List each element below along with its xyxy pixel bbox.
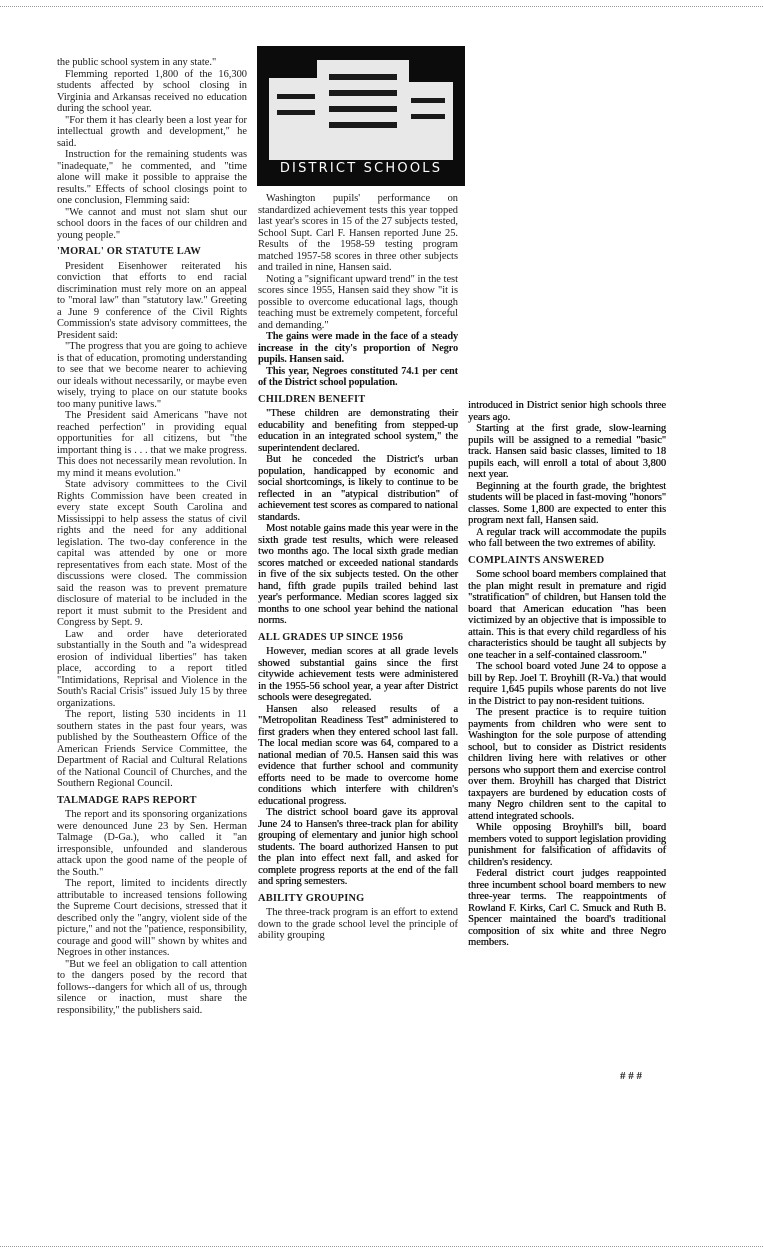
paragraph: "We cannot and must not slam shut our school doors in the faces of our children and young people."	[57, 206, 247, 241]
paragraph: Hansen also released results of a "Metropolitan Readiness Test" administered to first graders when they entered school last fall. The local median score was 64, compared to a national median of 70.5. Hansen said this was evidence that further school and community efforts need to be made to overcome home conditions which interfere with children's educational progress.	[258, 703, 458, 807]
bottom-perforation	[0, 1246, 763, 1247]
window-row	[277, 94, 315, 99]
section-heading: ALL GRADES UP SINCE 1956	[258, 631, 404, 643]
window-row	[277, 110, 315, 115]
paragraph: The district school board gave its approval June 24 to Hansen's three-track plan for ability grouping of elementary and junior high school students. The board authorized Hansen to put the plan into effect next fall, and asked for complete progress reports at the end of the fall and spring semesters.	[258, 807, 458, 887]
building-right-wing	[403, 82, 453, 160]
section-heading: COMPLAINTS ANSWERED	[468, 554, 605, 566]
paragraph: The report, limited to incidents directly attributable to increased tensions following the Supreme Court decisions, stressed that it described only the "angry, violent side of the picture," and not the "patience, responsibility, courage and good will" shown by whites and Negroes in other instances.	[57, 878, 247, 958]
paragraph: Beginning at the fourth grade, the brightest students will be placed in fast-moving "honors" classes. Some 1,800 are expected to enter this program next fall, Hansen said.	[468, 480, 666, 526]
window-row	[329, 122, 397, 128]
paragraph: However, median scores at all grade levels showed substantial gains since the first citywide achievement tests were administered in the 1955-56 school year, a year after District schools were desegregated.	[258, 646, 458, 703]
window-row	[329, 74, 397, 80]
end-mark: # # #	[620, 1070, 642, 1082]
paragraph: Starting at the first grade, slow-learning pupils will be assigned to a remedial "basic" track. Hansen said basic classes, limited to 18 pupils each, will enroll a total of about 3,800 next year.	[468, 423, 666, 480]
window-row	[329, 90, 397, 96]
paragraph: The school board voted June 24 to oppose a bill by Rep. Joel T. Broyhill (R-Va.) that would require 1,645 pupils whose parents do not live in the District to pay non-resident tuitions.	[468, 661, 666, 707]
paragraph: State advisory committees to the Civil Rights Commission have been created in every state except South Carolina and Mississippi to help assess the status of civil rights and the need for any additional legislation. The two-day conference in the capital was attended by one or more representatives from each state. Most of the discussions were closed. The commission said the reason was to prevent premature disclosure of material to be included in the report it must submit to the President and Congress by Sept. 9.	[57, 479, 247, 628]
paragraph: "For them it has clearly been a lost year for intellectual growth and development," he said.	[57, 114, 247, 149]
column-left	[57, 57, 247, 1016]
window-row	[411, 114, 445, 119]
paragraph: Law and order have deteriorated substantially in the South and "a widespread erosion of individual liberties" has taken place, according to a report titled "Intimidations, Reprisal and Violence in the South's Racial Crisis" issued July 15 by three organizations.	[57, 628, 247, 709]
column-right	[468, 400, 666, 949]
paragraph: introduced in District senior high schools three years ago.	[468, 400, 666, 423]
paragraph: Instruction for the remaining students was "inadequate," he commented, and "time alone will make it possible to appraise the results." Effects of school closings point to one conclusion, Flemming said:	[57, 149, 247, 206]
paragraph: "These children are demonstrating their educability and benefiting from stepped-up education in an integrated school system," the superintendent declared.	[258, 408, 458, 454]
paragraph: Some school board members complained that the plan might result in premature and rigid "stratification" of children, but Hansen told the board that American education "has been victimized by an objective that is impossible to attain. This is that every child regardless of his characteristics should be taught all subjects by one teacher in a self-contained classroom."	[468, 569, 666, 661]
paragraph: The present practice is to require tuition payments from children who were sent to Washington for the sole purpose of attending school, but to consider as District residents children living here with relatives or other persons who support them and exercise control over them. Broyhill has charged that District taxpayers are burdened by education costs of many Negro children sent to the capital to attend integrated schools.	[468, 707, 666, 822]
paragraph: A regular track will accommodate the pupils who fall between the two extremes of ability.	[468, 526, 666, 549]
paragraph: Flemming reported 1,800 of the 16,300 students affected by school closing in Virginia and Arkansas received no education during the school year.	[57, 68, 247, 114]
photo-caption: DISTRICT SCHOOLS	[279, 161, 443, 176]
paragraph: President Eisenhower reiterated his conviction that efforts to end racial discrimination must rely more on an appeal to "moral law" than "statutory law." Greeting a June 9 conference of the Civil Rights Commission's state advisory committees, the President said:	[57, 260, 247, 341]
district-schools-photo	[257, 46, 465, 186]
top-perforation	[0, 6, 763, 7]
section-heading: CHILDREN BENEFIT	[258, 393, 366, 405]
paragraph: Washington pupils' performance on standardized achievement tests this year topped last year's scores in 15 of the 27 subjects tested, School Supt. Carl F. Hansen reported June 25. Results of the 1958-59 testing program matched 1957-58 scores in three other subjects and trailed in nine, Hansen said.	[258, 193, 458, 273]
paragraph: "But we feel an obligation to call attention to the dangers posed by the record that follows--dangers for which all of us, through silence or inaction, must share the responsibility," the publishers said.	[57, 958, 247, 1016]
section-heading: TALMADGE RAPS REPORT	[57, 794, 197, 806]
paragraph: Most notable gains made this year were in the sixth grade test results, which were released two months ago. The local sixth grade median scores matched or exceeded national standards in five of the six subjects tested. On the other hand, fifth grade pupils trailed behind last year's performance. Median scores lagged six months to one school year behind the national norms.	[258, 523, 458, 626]
paragraph: Federal district court judges reappointed three incumbent school board members to new three-year terms. The reappointments of Rowland F. Kirks, Carl C. Smuck and Ruth B. Spencer maintained the board's traditional composition of six white and three Negro members.	[468, 868, 666, 948]
column-middle	[258, 193, 458, 942]
paragraph: The report and its sponsoring organizations were denounced June 23 by Sen. Herman Talmage (D-Ga.), who called it "an irresponsible, unfounded and slanderous attack upon the good name of the people of the South."	[57, 809, 247, 878]
paragraph: But he conceded the District's urban population, handicapped by economic and social shortcomings, is likely to continue to be reflected in an "atypical distribution" of achievement test scores as compared to national standards.	[258, 454, 458, 523]
paragraph: This year, Negroes constituted 74.1 per cent of the District school population.	[258, 365, 458, 388]
paragraph: The President said Americans "have not reached perfection" in providing equal opportunities for all citizens, but "the important thing is . . . that we make progress. This does not necessarily mean revolution. In my mind it means evolution."	[57, 410, 247, 479]
window-row	[411, 98, 445, 103]
paragraph: While opposing Broyhill's bill, board members voted to support legislation providing punishment for falsification of affidavits of children's residency.	[468, 822, 666, 868]
paragraph: Noting a "significant upward trend" in the test scores since 1955, Hansen said they show "it is possible to overcome educational lags, though teaching must be extremely competent, forceful and demanding."	[258, 273, 458, 331]
paragraph: The three-track program is an effort to extend down to the grade school level the principle of ability grouping	[258, 907, 458, 941]
window-row	[329, 106, 397, 112]
paragraph: "The progress that you are going to achieve is that of education, promoting understanding to see that we become nearer to achieving our ideals without necessarily, or maybe even wisely, trying to place on our statute books too many punitive laws."	[57, 341, 247, 410]
paragraph: the public school system in any state."	[57, 57, 217, 68]
section-heading: 'MORAL' OR STATUTE LAW	[57, 246, 202, 257]
paragraph: The gains were made in the face of a steady increase in the city's proportion of Negro pupils. Hansen said.	[258, 331, 458, 365]
section-heading: ABILITY GROUPING	[258, 892, 365, 904]
paragraph: The report, listing 530 incidents in 11 southern states in the past four years, was published by the Southeastern Office of the American Friends Service Committee, the Department of Racial and Cultural Relations of the National Council of Churches, and the Southern Regional Council.	[57, 709, 247, 789]
